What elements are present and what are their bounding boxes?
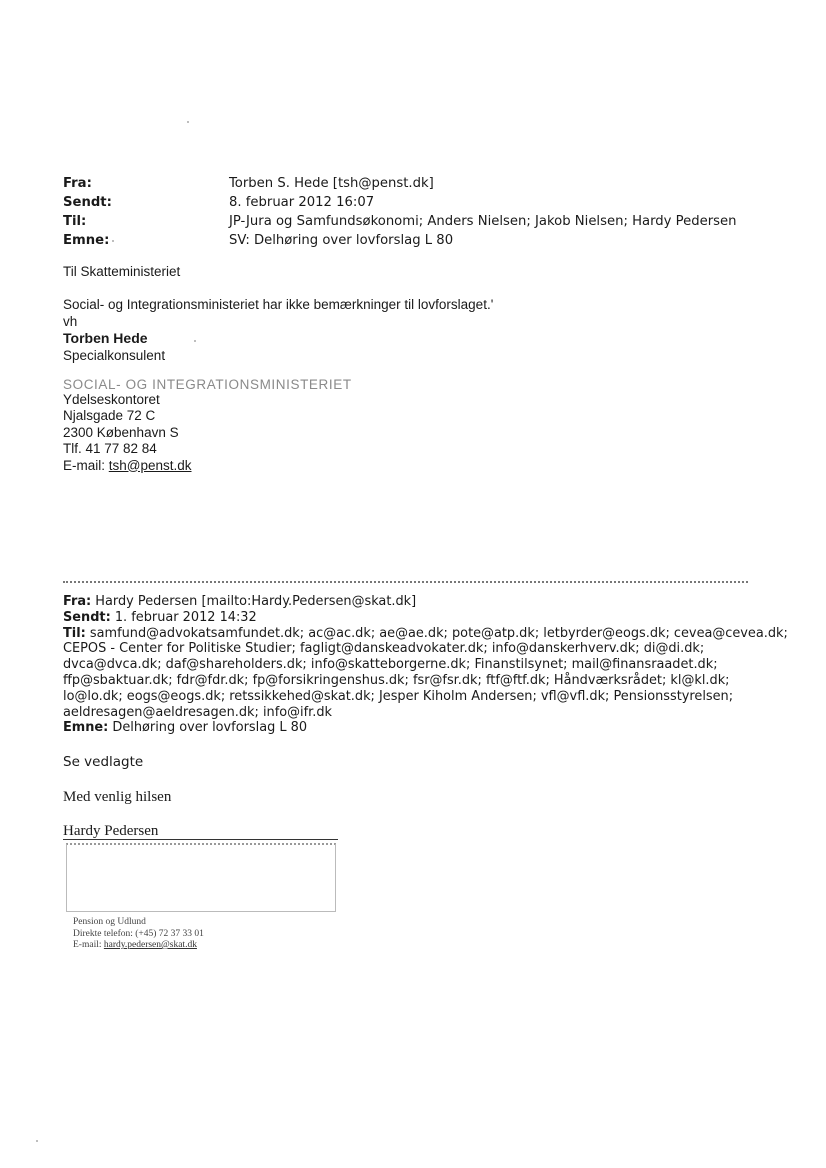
signature-image-box [66,843,336,912]
header-sent-row [63,193,736,212]
email-link[interactable]: tsh@penst.dk [108,457,192,473]
header-from-row [63,174,736,193]
fwd-to-line: samfund@advokatsamfundet.dk; ac@ac.dk; ae@ae.dk; pote@atp.dk; letbyrder@eogs.dk; cevea@cevea.dk; [85,625,788,641]
fwd-from-value: Hardy Pedersen [mailto:Hardy.Pedersen@skat.dk] [91,594,417,609]
fwd-subject-row [63,720,763,736]
sent-label: Sendt: [63,195,112,210]
fwd-to-line: aeldresagen@aeldresagen.dk; info@ifr.dk [63,704,333,720]
fwd-to-line: ffp@sbaktuar.dk; fdr@fdr.dk; fp@forsikringenshus.dk; fsr@fsr.dk; ftf@ftf.dk; Håndværksrådet; kl@kl.dk; [63,672,730,688]
fwd-signature-block [73,917,204,952]
fwd-to-row [63,625,788,642]
street-address: Njalsgade 72 C [63,408,156,424]
fwd-from-row [63,594,763,610]
fwd-to-line: dvca@dvca.dk; daf@shareholders.dk; info@skatteborgerne.dk; Finanstilsynet; mail@finansraadet.dk; [63,657,718,673]
fwd-direct-phone: Direkte telefon: (+45) 72 37 33 01 [73,928,204,939]
fwd-sent-value: 1. februar 2012 14:32 [110,609,257,625]
fwd-email-link[interactable]: hardy.pedersen@skat.dk [103,940,197,950]
signature-name: Torben Hede [63,330,148,346]
greeting: Til Skatteministeriet [63,264,181,279]
signature-address [63,392,192,474]
fwd-subject-label: Emne: [63,720,109,736]
fwd-to-line: lo@lo.dk; eogs@eogs.dk; retssikkehed@skat.dk; Jesper Kiholm Andersen; vfl@vfl.dk; Pensionsstyrelsen; [63,688,734,704]
email-header [63,174,736,250]
fwd-closing: Med venlig hilsen [63,789,172,805]
to-value: JP-Jura og Samfundsøkonomi; Anders Nielsen; Jakob Nielsen; Hardy Pedersen [229,214,737,229]
reply-message: Social- og Integrationsministeriet har ikke bemærkninger til lovforslaget.' [63,297,494,312]
fwd-to-label: Til: [63,625,86,641]
subject-value: SV: Delhøring over lovforslag L 80 [229,233,454,248]
from-value: Torben S. Hede [tsh@penst.dk] [229,176,434,191]
fwd-department: Pension og Udlund [73,917,146,927]
fwd-subject-value: Delhøring over lovforslag L 80 [108,720,308,736]
header-subject-row [63,231,736,250]
scan-speck [112,240,114,242]
email-label: E-mail: [63,457,109,473]
to-label: Til: [63,214,87,229]
reply-closing: vh [63,314,78,329]
fwd-sent-row [63,610,763,626]
scan-speck [194,340,196,342]
fwd-body: Se vedlagte [63,754,144,770]
subject-label: Emne: [63,233,110,248]
separator-line [63,581,748,583]
signature-title: Specialkonsulent [63,348,166,363]
scan-speck [187,121,189,123]
phone-number: Tlf. 41 77 82 84 [63,441,157,457]
office-name: Ydelseskontoret [63,392,160,407]
city-address: 2300 København S [63,424,179,440]
fwd-from-label: Fra: [63,594,92,609]
fwd-email-line [73,940,204,952]
fwd-email-label: E-mail: [73,940,104,950]
header-to-row [63,212,736,231]
email-line [63,458,192,474]
ministry-name: SOCIAL- OG INTEGRATIONSMINISTERIET [63,377,352,392]
scan-speck [36,1140,38,1142]
fwd-sender-name: Hardy Pedersen [63,823,159,839]
sent-value: 8. februar 2012 16:07 [229,195,375,210]
from-label: Fra: [63,176,92,191]
signature-rule [63,839,338,840]
fwd-to-line: CEPOS - Center for Politiske Studier; fagligt@danskeadvokater.dk; info@danskerhverv.dk; di@di.dk; [63,641,705,657]
forwarded-header [63,594,788,736]
fwd-sent-label: Sendt: [63,609,111,625]
